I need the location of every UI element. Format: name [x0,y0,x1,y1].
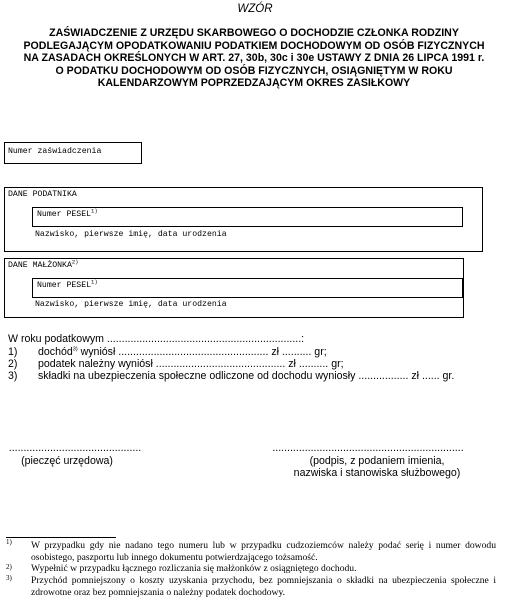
pesel-label-text: Numer PESEL [37,281,92,290]
stamp-dots: ............................................. [8,442,142,454]
footnote-text: Wypełnić w przypadku łącznego rozliczania się małżonków z osiągniętego dochodu. [31,563,357,574]
footnote-mark: 3) [6,574,12,582]
spouse-section-label [8,258,79,270]
item-number: 1) [8,346,18,358]
taxpayer-name-label: Nazwisko, pierwsze imię, data urodzenia [35,230,227,239]
item-text: podatek należny wyniósł ............................................ zł .......... gr; [38,358,344,370]
footnote-ref: 1) [91,207,98,215]
certificate-number-label: Numer zaświadczenia [8,147,102,156]
signature-label-line2: nazwiska i stanowiska służbowego) [293,467,461,479]
signature-dots: ................................................................. [272,442,464,454]
item-text: dochód [38,346,73,358]
item-number: 2) [8,358,18,370]
footnote-ref: 2) [71,258,79,266]
footnote-mark: 1) [6,538,12,546]
income-line [8,346,327,358]
title-line: O PODATKU DOCHODOWYM OD OSÓB FIZYCZNYCH, OSIĄGNIĘTYM W ROKU [55,64,453,77]
footnote-ref: 1) [91,278,98,286]
taxpayer-section-label: DANE PODATNIKA [8,190,77,199]
tax-year-line: W roku podatkowym ..................................................................: [8,333,305,345]
title-line: PODLEGAJĄCYM OPODATKOWANIU PODATKIEM DOCHODOWYM OD OSÓB FIZYCZNYCH [23,39,485,52]
social-contributions-line [8,370,454,382]
stamp-label: (pieczęć urzędowa) [21,455,113,467]
footnote-mark: 2) [6,563,12,571]
item-text: wyniósł ................................................... zł .......... gr; [77,346,327,358]
document-title [14,27,494,90]
spouse-pesel-label [37,278,98,290]
title-line: ZAŚWIADCZENIE Z URZĘDU SKARBOWEGO O DOCHODZIE CZŁONKA RODZINY [49,27,459,39]
spouse-name-label: Nazwisko, pierwsze imię, data urodzenia [35,300,227,309]
footnote-separator [6,537,116,538]
title-line: NA ZASADACH OKREŚLONYCH W ART. 27, 30b, 30c i 30e USTAWY Z DNIA 26 LIPCA 1991 r. [23,52,485,65]
footnote-text: Przychód pomniejszony o koszty uzyskania przychodu, bez pomniejszania o składki na ubezpieczenia społeczne i zdrowotne oraz bez pomniejszania o należny podatek dochodowy. [31,575,496,598]
pesel-label-text: Numer PESEL [37,210,92,219]
item-text: składki na ubezpieczenia społeczne odliczone od dochodu wyniosły ................. zł ...... gr. [38,370,455,382]
title-line: KALENDARZOWYM POPRZEDZAJĄCYM OKRES ZASIŁKOWY [97,77,411,90]
spouse-section-text: DANE MAŁŻONKA [8,261,72,270]
signature-label-line1: (podpis, z podaniem imienia, [309,455,445,467]
tax-due-line [8,358,344,370]
taxpayer-pesel-label [37,207,98,219]
item-number: 3) [8,370,18,382]
footnote-ref: 3) [72,346,78,353]
footnote-text: W przypadku gdy nie nadano tego numeru lub w przypadku cudzoziemców należy podać serię i numer dowodu osobistego, paszportu lub innego dokumentu potwierdzającego tożsamość. [31,540,496,563]
document-label: WZÓR [237,3,273,15]
